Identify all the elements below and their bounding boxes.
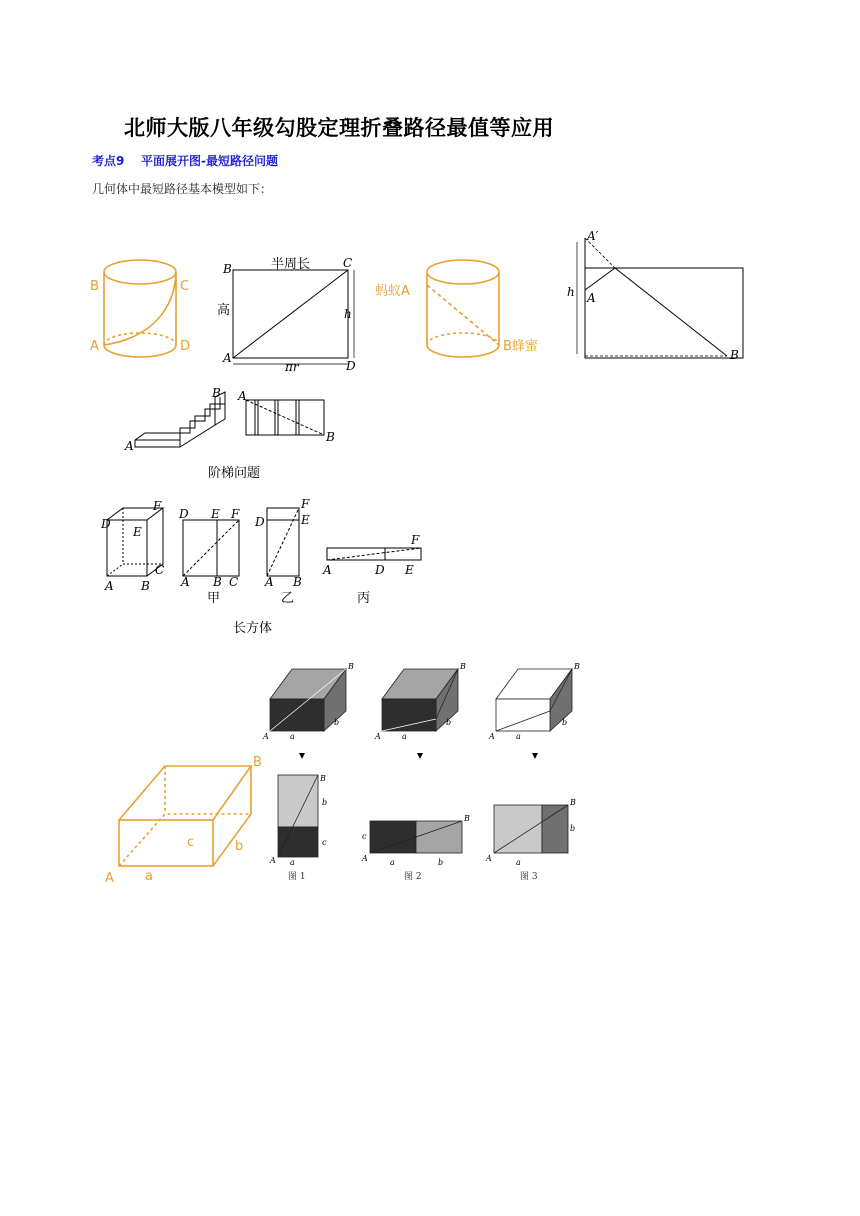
svg-text:c: c	[322, 838, 327, 847]
caption-yi: 乙	[281, 591, 295, 606]
svg-text:B: B	[464, 814, 470, 823]
svg-text:F: F	[231, 507, 240, 521]
cylinder-figure	[80, 250, 200, 370]
unfold-right-label: h	[344, 307, 352, 321]
fig-caption-3: 图 3	[520, 872, 538, 882]
three-cuboid-figure	[262, 655, 582, 885]
svg-text:D: D	[375, 563, 385, 577]
svg-text:C: C	[155, 563, 165, 577]
svg-text:A: A	[105, 579, 114, 593]
svg-text:a: a	[516, 732, 521, 741]
svg-text:a: a	[290, 858, 295, 867]
svg-text:D: D	[255, 515, 265, 529]
svg-text:D: D	[101, 517, 111, 531]
svg-text:E: E	[301, 513, 310, 527]
cuboid-caption: 长方体	[233, 621, 273, 636]
orange-c: c	[187, 835, 195, 850]
cyl-label-a: A	[90, 339, 99, 354]
section-subtitle: 考点9 平面展开图-最短路径问题	[92, 154, 279, 168]
svg-text:A: A	[181, 575, 190, 589]
svg-text:E: E	[211, 507, 220, 521]
svg-text:A: A	[265, 575, 274, 589]
stairs-figure	[120, 385, 350, 485]
svg-text:A: A	[486, 854, 492, 863]
svg-text:b: b	[322, 798, 328, 807]
ant-label: 蚂蚁A	[375, 284, 410, 299]
bee-label: B蜂蜜	[503, 339, 538, 354]
cylinder-reflect-figure	[565, 228, 745, 368]
fig-caption-2: 图 2	[404, 872, 422, 882]
svg-text:D: D	[179, 507, 189, 521]
svg-text:B: B	[141, 579, 150, 593]
cuboid-figure	[95, 498, 435, 638]
svg-text:b: b	[446, 718, 452, 727]
svg-text:A: A	[489, 732, 495, 741]
svg-text:B: B	[348, 662, 354, 671]
cuboid-orange-figure	[105, 752, 265, 887]
svg-text:E: E	[405, 563, 414, 577]
svg-text:A: A	[223, 351, 232, 365]
orange-a: A	[105, 871, 114, 886]
fig-caption-1: 图 1	[288, 872, 306, 882]
reflect-h: h	[567, 285, 575, 299]
svg-text:A: A	[375, 732, 381, 741]
svg-text:B: B	[213, 575, 222, 589]
svg-text:F: F	[153, 499, 162, 513]
svg-text:B: B	[223, 262, 232, 276]
orange-b: B	[253, 755, 262, 770]
svg-text:C: C	[229, 575, 239, 589]
cyl-label-d: D	[180, 339, 191, 354]
unfold-bottom-label: πr	[285, 360, 299, 374]
svg-text:a: a	[402, 732, 407, 741]
unfold-left-label: 高	[217, 303, 231, 318]
svg-text:C: C	[343, 256, 353, 270]
svg-text:F: F	[411, 533, 420, 547]
svg-text:c: c	[362, 832, 367, 841]
stairs-b: B	[212, 386, 221, 400]
svg-text:a: a	[390, 858, 395, 867]
svg-text:B: B	[320, 774, 326, 783]
orange-b-small: b	[235, 839, 244, 854]
cyl-label-b: B	[90, 279, 99, 294]
svg-text:A: A	[270, 856, 276, 865]
unfold-top-label: 半周长	[271, 257, 311, 272]
cylinder-unfold-figure	[215, 258, 365, 373]
stairs-caption: 阶梯问题	[208, 466, 261, 481]
page-title: 北师大版八年级勾股定理折叠路径最值等应用	[124, 116, 554, 140]
reflect-a-prime: A′	[587, 229, 599, 243]
svg-text:a: a	[290, 732, 295, 741]
svg-text:F: F	[301, 497, 310, 511]
cylinder-ant-bee-figure	[375, 250, 555, 370]
svg-text:D: D	[346, 359, 356, 373]
svg-text:B: B	[460, 662, 466, 671]
svg-text:B: B	[293, 575, 302, 589]
reflect-b: B	[730, 348, 739, 362]
svg-text:b: b	[562, 718, 568, 727]
svg-text:b: b	[438, 858, 444, 867]
svg-text:B: B	[326, 430, 335, 444]
svg-text:A: A	[323, 563, 332, 577]
svg-text:B: B	[574, 662, 580, 671]
svg-text:A: A	[263, 732, 269, 741]
reflect-a: A	[587, 291, 596, 305]
intro-text: 几何体中最短路径基本模型如下：	[92, 182, 273, 196]
caption-jia: 甲	[207, 591, 221, 606]
svg-text:b: b	[570, 824, 576, 833]
svg-text:a: a	[516, 858, 521, 867]
svg-text:A: A	[362, 854, 368, 863]
svg-text:A: A	[238, 389, 247, 403]
svg-text:E: E	[133, 525, 142, 539]
caption-bing: 丙	[357, 591, 371, 606]
orange-a-small: a	[145, 869, 153, 884]
svg-text:B: B	[570, 798, 576, 807]
svg-text:b: b	[334, 718, 340, 727]
cyl-label-c: C	[180, 279, 190, 294]
stairs-a: A	[125, 439, 134, 453]
